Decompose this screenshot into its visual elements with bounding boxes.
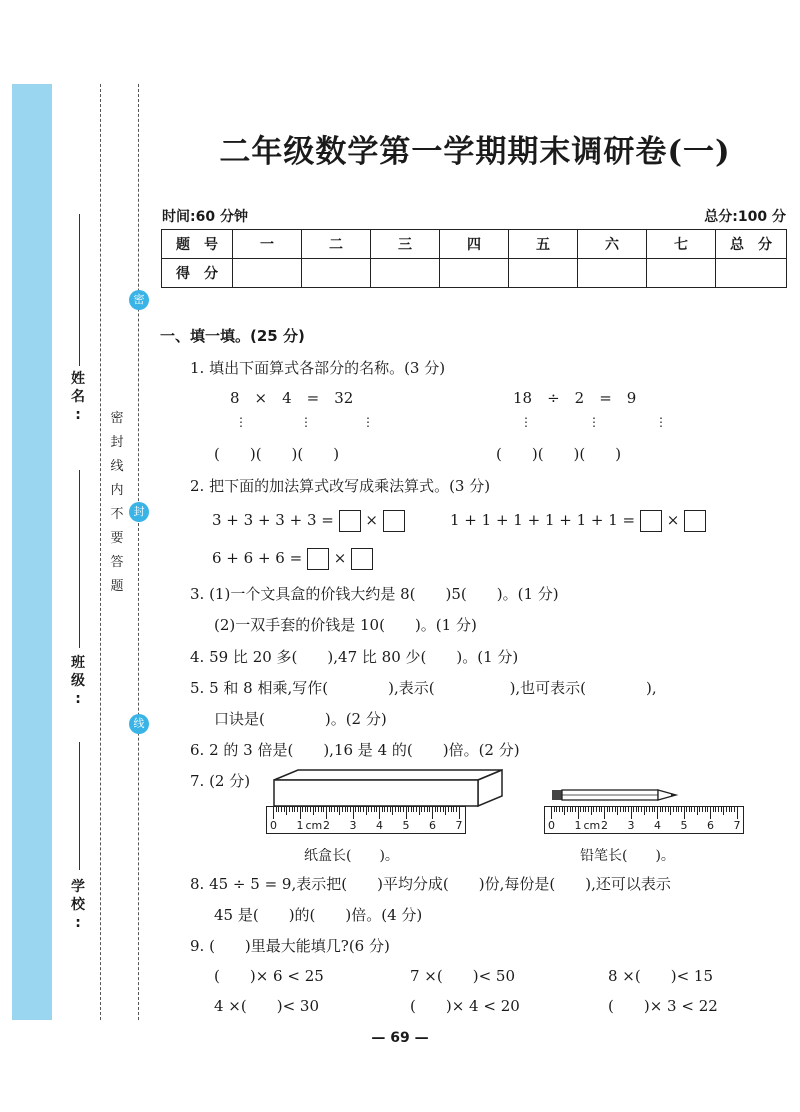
ruler-tick <box>707 807 708 812</box>
ruler-tick <box>371 807 372 812</box>
ruler-tick <box>710 807 711 819</box>
ruler-tick <box>366 807 367 815</box>
seal-warning-char: 要 <box>110 531 124 546</box>
ruler-tick <box>599 807 600 812</box>
ruler-tick <box>580 807 581 812</box>
score-input-cell[interactable] <box>302 259 371 288</box>
score-cell: 六 <box>578 230 647 259</box>
ruler-tick <box>353 807 354 819</box>
equation-multiply: 8 × 4 = 32 <box>230 389 354 407</box>
inequality[interactable]: 8 ×( )< 15 <box>608 967 714 985</box>
score-input-cell[interactable] <box>233 259 302 288</box>
ruler-tick <box>419 807 420 815</box>
inequality[interactable]: ( )× 4 < 20 <box>410 997 520 1015</box>
seal-warning-char: 线 <box>110 459 124 474</box>
school-label: 学 校 : <box>71 879 85 931</box>
score-header-row <box>162 230 787 259</box>
section-header: 一、填一填。(25 分) <box>160 327 305 345</box>
ruler-number: 2 <box>323 819 330 832</box>
seal-warning-char: 题 <box>110 579 124 594</box>
ruler-tick <box>350 807 351 812</box>
name-blank <box>79 214 80 366</box>
ruler-number: 4 <box>654 819 661 832</box>
ruler-tick <box>570 807 571 812</box>
question-8b: 45 是( )的( )倍。(4 分) <box>214 906 423 924</box>
ruler-tick <box>713 807 714 812</box>
ruler-tick <box>374 807 375 812</box>
ruler-tick <box>673 807 674 812</box>
seal-mark-feng: 封 <box>129 502 149 522</box>
score-cell: 一 <box>233 230 302 259</box>
ruler-tick <box>355 807 356 812</box>
score-cell: 得 分 <box>162 259 233 288</box>
question-1: 1. 填出下面算式各部分的名称。(3 分) <box>190 359 446 377</box>
ruler-tick <box>715 807 716 812</box>
ruler-tick <box>448 807 449 812</box>
ruler-tick <box>729 807 730 812</box>
addition-equation-a <box>212 510 405 532</box>
ruler-tick <box>342 807 343 812</box>
question-7: 7. (2 分) <box>190 772 251 790</box>
inequality[interactable]: 7 ×( )< 50 <box>410 967 516 985</box>
answer-box[interactable] <box>307 548 329 570</box>
ruler-tick <box>670 807 671 815</box>
ruler-tick <box>691 807 692 812</box>
ruler-tick <box>723 807 724 815</box>
ruler-tick <box>424 807 425 812</box>
inequality[interactable]: ( )× 6 < 25 <box>214 967 324 985</box>
dots: ⋮ <box>362 415 374 429</box>
ruler-tick <box>429 807 430 812</box>
equation-divide: 18 ÷ 2 = 9 <box>513 389 637 407</box>
ruler-tick <box>339 807 340 815</box>
ruler-tick <box>625 807 626 812</box>
ruler-tick <box>360 807 361 812</box>
ruler-tick <box>689 807 690 812</box>
ruler-tick <box>363 807 364 812</box>
ruler-number: 7 <box>733 819 741 832</box>
ruler-tick <box>416 807 417 812</box>
ruler-tick <box>718 807 719 812</box>
ruler-tick <box>315 807 316 812</box>
ruler-tick <box>612 807 613 812</box>
ruler-tick <box>318 807 319 812</box>
ruler-tick <box>575 807 576 812</box>
class-blank <box>79 470 80 648</box>
ruler-tick <box>294 807 295 812</box>
ruler-tick <box>562 807 563 812</box>
ruler-tick <box>347 807 348 812</box>
ruler-tick <box>665 807 666 812</box>
school-blank <box>79 742 80 870</box>
ruler-tick <box>435 807 436 812</box>
ruler-tick <box>286 807 287 815</box>
ruler-tick <box>376 807 377 812</box>
ruler-tick <box>609 807 610 812</box>
ruler-tick <box>678 807 679 812</box>
ruler-tick <box>620 807 621 812</box>
name-label: 姓 名 : <box>71 371 85 423</box>
ruler-tick <box>345 807 346 812</box>
ruler-tick <box>413 807 414 812</box>
ruler-tick <box>681 807 682 812</box>
ruler-tick <box>276 807 277 812</box>
ruler-tick <box>421 807 422 812</box>
ruler-tick <box>615 807 616 812</box>
score-input-cell[interactable] <box>578 259 647 288</box>
ruler-tick <box>652 807 653 812</box>
ruler-number: cm <box>583 819 601 832</box>
ruler-number: 0 <box>548 819 555 832</box>
ruler-tick <box>459 807 460 819</box>
seal-mark-xian: 线 <box>129 714 149 734</box>
ruler-tick <box>596 807 597 812</box>
answer-box[interactable] <box>684 510 706 532</box>
ruler-tick <box>657 807 658 819</box>
ruler-tick <box>451 807 452 812</box>
question-3b: (2)一双手套的价钱是 10( )。(1 分) <box>214 616 477 634</box>
ruler-tick <box>591 807 592 815</box>
score-cell: 四 <box>440 230 509 259</box>
ruler-tick <box>392 807 393 815</box>
equation-text: 6 + 6 + 6 = <box>212 549 303 567</box>
equation-text: 3 + 3 + 3 + 3 = <box>212 511 334 529</box>
ruler-tick <box>649 807 650 812</box>
score-cell: 七 <box>647 230 716 259</box>
ruler-tick <box>310 807 311 812</box>
ruler-tick <box>686 807 687 812</box>
ruler-tick <box>631 807 632 819</box>
ruler-tick <box>387 807 388 812</box>
question-3a: 3. (1)一个文具盒的价钱大约是 8( )5( )。(1 分) <box>190 585 559 603</box>
ruler-tick <box>300 807 301 819</box>
score-cell: 三 <box>371 230 440 259</box>
ruler-tick <box>289 807 290 812</box>
ruler-tick <box>654 807 655 812</box>
paper-box-illustration <box>268 768 508 808</box>
page-title: 二年级数学第一学期期末调研卷(一) <box>219 134 731 170</box>
caption-box-length[interactable]: 纸盒长( )。 <box>304 848 399 864</box>
score-input-cell[interactable] <box>647 259 716 288</box>
question-5a: 5. 5 和 8 相乘,写作( ),表示( ),也可表示( ), <box>190 679 657 697</box>
ruler-tick <box>297 807 298 812</box>
ruler-tick <box>358 807 359 812</box>
inequality[interactable]: 4 ×( )< 30 <box>214 997 320 1015</box>
ruler-number: 5 <box>680 819 688 832</box>
ruler-tick <box>395 807 396 812</box>
ruler-tick <box>382 807 383 812</box>
ruler-tick <box>702 807 703 812</box>
ruler-tick <box>638 807 639 812</box>
ruler-tick <box>302 807 303 812</box>
ruler-tick <box>601 807 602 812</box>
cut-line-outer <box>100 84 101 1020</box>
score-value-row <box>162 259 787 288</box>
ruler-tick <box>281 807 282 812</box>
ruler-tick <box>284 807 285 812</box>
addition-equation-b <box>450 510 706 532</box>
ruler-tick <box>307 807 308 812</box>
ruler-tick <box>628 807 629 812</box>
times-sign: × <box>333 549 347 567</box>
ruler-tick <box>559 807 560 812</box>
ruler-tick <box>445 807 446 815</box>
ruler-tick <box>646 807 647 812</box>
seal-warning-char: 封 <box>110 435 124 450</box>
ruler-tick <box>726 807 727 812</box>
ruler-tick <box>617 807 618 815</box>
ruler-number: cm <box>305 819 323 832</box>
equation-text: 1 + 1 + 1 + 1 + 1 + 1 = <box>450 511 636 529</box>
ruler-number: 1 <box>296 819 304 832</box>
ruler-tick <box>273 807 274 819</box>
ruler-tick <box>326 807 327 819</box>
ruler-tick <box>623 807 624 812</box>
ruler-tick <box>408 807 409 812</box>
ruler-tick <box>551 807 552 819</box>
ruler-number: 5 <box>402 819 410 832</box>
ruler-tick <box>440 807 441 812</box>
ruler-tick <box>644 807 645 815</box>
dots: ⋮ <box>235 415 247 429</box>
ruler-tick <box>437 807 438 812</box>
ruler-tick <box>662 807 663 812</box>
ruler-number: 3 <box>627 819 635 832</box>
answer-box[interactable] <box>339 510 361 532</box>
caption-pencil-length[interactable]: 铅笔长( )。 <box>580 848 675 864</box>
answer-box[interactable] <box>351 548 373 570</box>
ruler-tick <box>456 807 457 812</box>
question-6: 6. 2 的 3 倍是( ),16 是 4 的( )倍。(2 分) <box>190 741 520 759</box>
ruler-tick <box>585 807 586 812</box>
ruler-tick <box>699 807 700 812</box>
ruler-tick <box>734 807 735 812</box>
cut-line-inner <box>138 84 139 1020</box>
seal-warning-char: 不 <box>110 507 124 522</box>
answer-box[interactable] <box>383 510 405 532</box>
ruler-tick <box>697 807 698 815</box>
seal-warning-char: 答 <box>110 555 124 570</box>
score-cell: 二 <box>302 230 371 259</box>
ruler-tick <box>556 807 557 812</box>
addition-equation-c <box>212 548 373 570</box>
ruler-tick <box>578 807 579 819</box>
ruler-tick <box>554 807 555 812</box>
inequality[interactable]: ( )× 3 < 22 <box>608 997 718 1015</box>
dots: ⋮ <box>300 415 312 429</box>
ruler-tick <box>636 807 637 812</box>
ruler-tick <box>379 807 380 819</box>
ruler-number: 2 <box>601 819 608 832</box>
dots: ⋮ <box>588 415 600 429</box>
seal-mark-mi: 密 <box>129 290 149 310</box>
ruler-tick <box>564 807 565 815</box>
ruler-tick <box>278 807 279 812</box>
ruler-tick <box>331 807 332 812</box>
ruler-tick <box>588 807 589 812</box>
ruler-tick <box>453 807 454 812</box>
score-cell: 五 <box>509 230 578 259</box>
answer-blanks[interactable]: ( )( )( ) <box>496 445 622 463</box>
pencil-icon <box>550 786 690 804</box>
ruler-box <box>266 806 466 834</box>
times-sign: × <box>365 511 378 529</box>
ruler-tick <box>432 807 433 819</box>
ruler-tick <box>406 807 407 819</box>
ruler-tick <box>684 807 685 819</box>
question-9: 9. ( )里最大能填几?(6 分) <box>190 937 390 955</box>
ruler-tick <box>676 807 677 812</box>
score-input-cell[interactable] <box>716 259 787 288</box>
time-label: 时间:60 分钟 <box>162 209 248 225</box>
ruler-tick <box>323 807 324 812</box>
score-input-cell[interactable] <box>509 259 578 288</box>
page-number: — 69 — <box>371 1030 429 1046</box>
score-cell: 总 分 <box>716 230 787 259</box>
seal-warning-char: 密 <box>110 411 124 426</box>
ruler-tick <box>337 807 338 812</box>
answer-blanks[interactable]: ( )( )( ) <box>214 445 340 463</box>
total-label: 总分:100 分 <box>704 209 786 225</box>
score-cell: 题 号 <box>162 230 233 259</box>
ruler-tick <box>607 807 608 812</box>
ruler-tick <box>583 807 584 812</box>
ruler-tick <box>604 807 605 819</box>
binding-strip <box>12 84 52 1020</box>
ruler-tick <box>400 807 401 812</box>
ruler-tick <box>721 807 722 812</box>
dots: ⋮ <box>655 415 667 429</box>
ruler-tick <box>641 807 642 812</box>
times-sign: × <box>666 511 680 529</box>
ruler-tick <box>593 807 594 812</box>
ruler-pencil <box>544 806 744 834</box>
question-2: 2. 把下面的加法算式改写成乘法算式。(3 分) <box>190 477 491 495</box>
ruler-tick <box>305 807 306 812</box>
ruler-tick <box>292 807 293 812</box>
ruler-tick <box>403 807 404 812</box>
ruler-number: 6 <box>707 819 714 832</box>
ruler-tick <box>329 807 330 812</box>
ruler-number: 1 <box>574 819 582 832</box>
seal-warning-char: 内 <box>110 483 124 498</box>
question-4: 4. 59 比 20 多( ),47 比 80 少( )。(1 分) <box>190 648 519 666</box>
ruler-number: 7 <box>455 819 463 832</box>
ruler-tick <box>731 807 732 812</box>
ruler-tick <box>668 807 669 812</box>
ruler-number: 6 <box>429 819 436 832</box>
ruler-tick <box>705 807 706 812</box>
ruler-tick <box>384 807 385 812</box>
ruler-number: 0 <box>270 819 277 832</box>
score-input-cell[interactable] <box>371 259 440 288</box>
ruler-tick <box>334 807 335 812</box>
seal-warning-text <box>108 410 126 602</box>
question-8a: 8. 45 ÷ 5 = 9,表示把( )平均分成( )份,每份是( ),还可以表示 <box>190 875 671 893</box>
question-5b: 口诀是( )。(2 分) <box>214 710 387 728</box>
ruler-number: 4 <box>376 819 383 832</box>
ruler-tick <box>694 807 695 812</box>
ruler-tick <box>427 807 428 812</box>
dots: ⋮ <box>520 415 532 429</box>
class-label: 班 级 : <box>71 655 85 707</box>
ruler-tick <box>737 807 738 819</box>
ruler-tick <box>398 807 399 812</box>
ruler-number: 3 <box>349 819 357 832</box>
ruler-tick <box>411 807 412 812</box>
score-input-cell[interactable] <box>440 259 509 288</box>
ruler-tick <box>368 807 369 812</box>
ruler-tick <box>660 807 661 812</box>
ruler-tick <box>390 807 391 812</box>
answer-box[interactable] <box>640 510 662 532</box>
ruler-tick <box>443 807 444 812</box>
ruler-tick <box>567 807 568 812</box>
ruler-tick <box>313 807 314 815</box>
score-table <box>161 229 787 288</box>
ruler-tick <box>572 807 573 812</box>
ruler-tick <box>633 807 634 812</box>
ruler-tick <box>321 807 322 812</box>
